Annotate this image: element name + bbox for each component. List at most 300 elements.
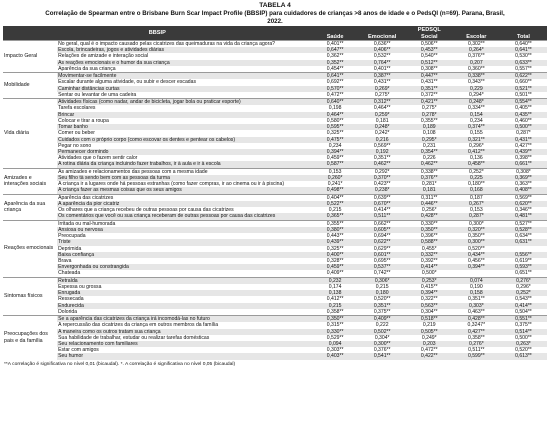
correlation-cell: 0,694** <box>373 233 391 240</box>
correlation-cell: 0,640** <box>312 99 359 106</box>
correlation-cell: 0,500** <box>515 334 532 341</box>
correlation-cell: 0,074 <box>453 277 500 284</box>
item-label: Irritada ou mal-humorada <box>57 220 311 227</box>
correlation-cell: 0,374** <box>453 124 500 130</box>
correlation-cell: 0,502** <box>359 329 406 335</box>
correlation-cell: 0,294* <box>468 91 484 98</box>
correlation-cell: 0,334** <box>467 105 485 112</box>
correlation-cell: 0,108 <box>422 130 436 137</box>
correlation-cell: 0,248* <box>453 99 500 106</box>
correlation-cell: 0,225 <box>453 175 500 181</box>
table-row <box>3 99 547 106</box>
item-label: Escola, brincadeiras, jogos e atividades diárias <box>57 47 311 53</box>
correlation-cell: 0,296* <box>516 283 531 290</box>
correlation-cell: 0,343** <box>467 79 485 86</box>
correlation-cell: 0,605** <box>359 227 406 233</box>
correlation-cell: 0,428** <box>406 213 453 220</box>
item-label: Estar com amigos <box>58 347 99 354</box>
table-row <box>3 194 547 201</box>
col-header-escolar: Escolar <box>453 33 500 41</box>
correlation-cell: 0,192 <box>359 149 406 155</box>
correlation-cell: 0,504** <box>515 308 532 315</box>
correlation-cell: 0,622** <box>359 239 406 245</box>
table-title <box>0 0 550 26</box>
item-label: Enrugada <box>57 290 311 296</box>
table-row <box>3 316 547 323</box>
correlation-cell: 0,439** <box>312 239 359 245</box>
correlation-cell: 0,350** <box>312 316 359 323</box>
correlation-cell: 0,203 <box>406 341 453 347</box>
table-body <box>3 41 547 360</box>
correlation-cell: 0,459** <box>312 264 359 270</box>
correlation-cell: 0,412** <box>453 149 500 155</box>
correlation-cell: 0,511** <box>359 213 406 220</box>
correlation-cell: 0,358** <box>467 334 485 341</box>
correlation-cell: 0,394** <box>406 290 453 296</box>
correlation-cell <box>453 270 500 277</box>
item-label: Deprimida <box>58 245 82 252</box>
correlation-cell: 0,263* <box>500 341 547 347</box>
correlation-cell: 0,619** <box>515 257 532 264</box>
correlation-cell: 0,587** <box>312 161 359 168</box>
domain-label: Impacto Geral <box>3 41 57 73</box>
bbsip-header: BBSIP <box>3 26 312 41</box>
correlation-cell: 0,631** <box>500 239 547 245</box>
item-label: Seu filho tà sendo bem com as pessoas da turma <box>57 175 311 181</box>
item-label: A aparência da pior cicatriz <box>57 201 311 207</box>
correlation-cell: 0,405** <box>515 105 532 112</box>
domain-label: Mobilidade <box>3 73 57 99</box>
correlation-cell: 0,308* <box>500 168 547 175</box>
correlation-cell: 0,472** <box>420 347 438 354</box>
correlation-cell: 0,376** <box>373 347 391 354</box>
correlation-cell: 0,520** <box>373 296 391 303</box>
correlation-cell: 0,292* <box>359 168 406 175</box>
correlation-cell: 0,422** <box>406 353 453 359</box>
correlation-cell: 0,303* <box>453 303 500 309</box>
item-label: A rotina diária da criança incluindo fazer trabalhos, ir à aula e ir à escola <box>57 161 311 168</box>
correlation-cell: 0,260* <box>312 175 359 181</box>
correlation-table <box>3 26 547 360</box>
correlation-cell: 0,267* <box>453 201 500 207</box>
correlation-cell: 0,670** <box>359 201 406 207</box>
correlation-cell: 0,332** <box>406 252 453 258</box>
correlation-cell: 0,464** <box>373 105 391 112</box>
correlation-cell: 0,222 <box>375 322 389 329</box>
correlation-cell: 0,400** <box>312 252 359 258</box>
correlation-cell: 0,338** <box>453 73 500 80</box>
correlation-cell: 0,636** <box>359 41 406 48</box>
table-caption-year: 2022. <box>267 18 283 25</box>
correlation-cell: 0,634** <box>515 233 532 240</box>
correlation-cell: 0,306* <box>359 277 406 284</box>
correlation-cell: 0,453** <box>406 47 453 53</box>
correlation-cell: 0,304** <box>420 308 438 315</box>
item-label: Chateada <box>58 270 81 277</box>
correlation-cell: 0,248* <box>359 124 406 130</box>
correlation-cell: 0,276* <box>453 341 500 347</box>
item-label: Baixa confiança <box>57 252 311 258</box>
correlation-cell: 0,138 <box>312 290 359 296</box>
correlation-cell: 0,311** <box>406 194 453 201</box>
correlation-cell: 0,439** <box>500 149 547 155</box>
correlation-cell: 0,362** <box>326 53 344 60</box>
item-label: Atividades físicas (como nadar, andar de bicicleta, jogar bola ou praticar esporte) <box>57 99 311 106</box>
correlation-cell: 0,215 <box>375 283 389 290</box>
correlation-cell: 0,404** <box>312 194 359 201</box>
correlation-cell: 0,408** <box>500 187 547 194</box>
item-label: Se a aparência das cicatrizes da criança irá incomodá-las no futuro <box>57 316 311 323</box>
correlation-cell: 0,321** <box>453 137 500 143</box>
correlation-cell: 0,462** <box>406 161 453 168</box>
correlation-cell: 0,431** <box>500 137 547 143</box>
correlation-cell: 0,180** <box>467 181 485 188</box>
item-label: Relações de amizade e interação social <box>58 53 149 60</box>
correlation-cell: 0,556** <box>500 252 547 258</box>
correlation-cell: 0,511** <box>468 347 485 354</box>
item-label: Escalar durante alguma atividade, ou subir e descer escadas <box>58 79 196 86</box>
table-caption: Correlação de Spearman entre o Brisbane Burn Scar Impact Profile (BBSIP) para cuidadores de crianças >8 anos de idade e o PedsQl (n=69). Parana, Brasil, <box>45 10 505 17</box>
correlation-cell: 0,320** <box>453 227 500 233</box>
correlation-cell: 0,512** <box>406 60 453 66</box>
item-label: Sentar ou levantar de uma cadeira <box>58 91 137 98</box>
correlation-cell: 0,153 <box>469 207 483 214</box>
correlation-cell: 0,328** <box>326 257 344 264</box>
correlation-cell: 0,300** <box>453 239 500 245</box>
item-label: A criança ir a lugares onde há pessoas estranhas (como fazer compras, ir ao cinema ou ir à piscina) <box>58 181 285 188</box>
correlation-cell: 0,501** <box>515 91 532 98</box>
correlation-cell: 0,427** <box>453 329 500 335</box>
correlation-cell: 0,563** <box>406 303 453 309</box>
correlation-cell: 0,346** <box>515 207 532 214</box>
correlation-cell: 0,551** <box>500 316 547 323</box>
correlation-cell: 0,094 <box>312 341 359 347</box>
correlation-cell: 0,530** <box>515 53 532 60</box>
correlation-cell: 0,303** <box>326 347 344 354</box>
correlation-cell: 0,647** <box>312 47 359 53</box>
correlation-cell: 0,569** <box>500 194 547 201</box>
correlation-cell: 0,168 <box>453 187 500 194</box>
correlation-cell: 0,229 <box>453 86 500 92</box>
correlation-cell: 0,651** <box>515 270 532 277</box>
item-label: Seu relacionamento com familiares <box>57 341 311 347</box>
correlation-cell: 0,180 <box>359 290 406 296</box>
correlation-cell: 0,639** <box>359 194 406 201</box>
correlation-cell: 0,500* <box>421 270 437 277</box>
correlation-cell: 0,392** <box>420 257 438 264</box>
correlation-cell: 0,742** <box>373 270 391 277</box>
correlation-cell: 0,435** <box>500 112 547 118</box>
correlation-cell: 0,360** <box>467 65 485 72</box>
correlation-cell: 0,198 <box>328 105 342 112</box>
correlation-cell: 0,695** <box>373 257 391 264</box>
table-row <box>3 220 547 227</box>
correlation-cell: 0,338** <box>406 168 453 175</box>
correlation-cell: 0,593** <box>500 264 547 270</box>
correlation-cell: 0,226 <box>422 155 436 162</box>
correlation-cell: 0,414** <box>500 303 547 309</box>
correlation-cell: 0,219 <box>422 322 436 329</box>
item-label: Atividades que o fazem sentir calor <box>58 155 138 162</box>
correlation-cell: 0,264* <box>453 47 500 53</box>
table-row <box>3 73 547 80</box>
correlation-cell: 0,369** <box>500 175 547 181</box>
correlation-cell: 0,155 <box>469 130 483 137</box>
correlation-cell: 0,431** <box>420 79 438 86</box>
col-header-social: Social <box>406 33 453 41</box>
correlation-cell: 0,376** <box>406 175 453 181</box>
correlation-cell: 0,153 <box>312 168 359 175</box>
item-label: Triste <box>57 239 311 245</box>
correlation-cell: 0,190 <box>469 283 483 290</box>
item-label: Espessa ou grossa <box>58 283 102 290</box>
correlation-cell: 0,520** <box>515 347 532 354</box>
col-header-total: Total <box>500 33 547 41</box>
correlation-cell: 0,459** <box>326 155 344 162</box>
correlation-cell: 0,322** <box>420 296 438 303</box>
correlation-cell: 0,446** <box>406 201 453 207</box>
item-label: A repercussão das cicatrizes da criança em outros membros da família <box>58 322 219 329</box>
item-label: Pegar no sono <box>58 142 92 149</box>
item-label: Ressecada <box>58 296 84 303</box>
correlation-cell: 0,375** <box>373 308 391 315</box>
correlation-cell: 0,620** <box>500 201 547 207</box>
col-header-emocional: Emocional <box>359 33 406 41</box>
correlation-cell: 0,527** <box>500 220 547 227</box>
correlation-cell: 0,376** <box>467 53 485 60</box>
item-label: Movimentar-se facilmente <box>57 73 311 80</box>
correlation-cell: 0,350** <box>406 227 453 233</box>
correlation-cell: 0,375** <box>515 322 532 329</box>
correlation-cell: 0,278* <box>406 112 453 118</box>
item-label: Tarefa escolares <box>58 105 96 112</box>
correlation-cell: 0,252* <box>500 290 547 296</box>
correlation-cell: 0,660** <box>515 79 532 86</box>
correlation-cell: 0,3247* <box>467 322 486 329</box>
correlation-cell: 0,427** <box>515 142 532 149</box>
table-row <box>3 168 547 175</box>
correlation-cell: 0,428** <box>453 316 500 323</box>
correlation-cell: 0,358** <box>326 308 344 315</box>
correlation-cell: 0,275* <box>374 91 390 98</box>
correlation-cell: 0,269* <box>359 86 406 92</box>
correlation-cell: 0,514** <box>500 329 547 335</box>
table-row <box>3 187 547 194</box>
correlation-cell: 0,455* <box>421 245 437 252</box>
correlation-cell: 0,256* <box>421 207 437 214</box>
correlation-cell: 0,528** <box>500 227 547 233</box>
correlation-cell: 0,554** <box>500 99 547 106</box>
domain-label: Amizades e interações sociais <box>3 168 57 194</box>
correlation-cell: 0,325** <box>326 130 344 137</box>
item-label: Endurecida <box>57 303 311 309</box>
correlation-cell: 0,355** <box>312 220 359 227</box>
correlation-cell: 0,401** <box>312 41 359 48</box>
correlation-cell: 0,355** <box>420 117 438 124</box>
correlation-cell: 0,569** <box>373 142 391 149</box>
correlation-cell: 0,276* <box>500 277 547 284</box>
correlation-cell: 0,662** <box>359 220 406 227</box>
correlation-cell: 0,363** <box>515 181 532 188</box>
correlation-cell: 0,447** <box>406 73 453 80</box>
correlation-cell: 0,365** <box>312 213 359 220</box>
correlation-cell: 0,215 <box>312 303 359 309</box>
correlation-cell: 0,406** <box>359 47 406 53</box>
item-label: Comer ou beber <box>58 130 95 137</box>
correlation-cell: 0,421** <box>406 99 453 106</box>
correlation-cell: 0,136 <box>469 155 483 162</box>
correlation-cell: 0,481** <box>500 213 547 220</box>
item-label: Brava <box>58 257 72 264</box>
correlation-cell: 0,506** <box>406 41 453 48</box>
correlation-cell: 0,401** <box>373 65 391 72</box>
correlation-cell: 0,692** <box>326 79 344 86</box>
correlation-cell: 0,599** <box>453 353 500 359</box>
correlation-cell: 0,464** <box>312 112 359 118</box>
correlation-cell: 0,613** <box>500 353 547 359</box>
correlation-cell: 0,403** <box>312 353 359 359</box>
correlation-cell: 0,252* <box>453 168 500 175</box>
item-label: Caminhar distâncias curtas <box>57 86 311 92</box>
correlation-cell: 0,325** <box>326 245 344 252</box>
item-label: No geral, qual é o impacto causado pelas cicatrizes das queimaduras na vida da criança agora? <box>57 41 311 48</box>
correlation-cell: 0,259* <box>359 112 406 118</box>
item-label: Aparência das cicatrizes <box>57 194 311 201</box>
correlation-cell: 0,300** <box>359 341 406 347</box>
correlation-cell: 0,380** <box>312 227 359 233</box>
correlation-cell: 0,543** <box>515 296 532 303</box>
correlation-cell: 0,633** <box>500 60 547 66</box>
correlation-cell: 0,275* <box>421 105 437 112</box>
domain-label: Preocupações dos pais e da família <box>3 316 57 360</box>
correlation-cell: 0,287* <box>516 130 531 137</box>
correlation-cell: 0,415** <box>420 283 438 290</box>
correlation-cell: 0,232 <box>312 277 359 284</box>
correlation-cell: 0,181 <box>406 187 453 194</box>
col-header-saude: Saúde <box>312 33 359 41</box>
item-label: Retraída <box>57 277 311 284</box>
correlation-cell: 0,242* <box>374 130 390 137</box>
table-row <box>3 353 547 359</box>
correlation-cell: 0,412** <box>326 296 344 303</box>
correlation-cell: 0,281* <box>421 181 437 188</box>
correlation-cell: 0,181 <box>375 117 389 124</box>
table-row <box>3 66 547 73</box>
domain-label: Sintomas físicos <box>3 277 57 315</box>
correlation-cell: 0,215 <box>328 207 342 214</box>
domain-label: Vida diária <box>3 99 57 169</box>
item-label: Permanecer dormindo <box>57 149 311 155</box>
correlation-cell: 0,462** <box>359 161 406 168</box>
correlation-cell: 0,308** <box>420 65 438 72</box>
correlation-cell: 0,472** <box>326 91 344 98</box>
correlation-cell: 0,622** <box>500 73 547 80</box>
correlation-cell: 0,287* <box>453 213 500 220</box>
correlation-cell: 0,189 <box>406 124 453 130</box>
correlation-cell: 0,601** <box>359 252 406 258</box>
footnote: **A correlação é significativa no nível 0,01 (bicaudal). *. A correlação é significativa no nível 0,05 (bicaudal) <box>4 361 236 367</box>
correlation-cell: 0,187 <box>453 194 500 201</box>
correlation-cell: 0,249* <box>421 334 437 341</box>
table-row <box>3 161 547 168</box>
correlation-cell: 0,500** <box>500 124 547 130</box>
correlation-cell: 0,570** <box>312 86 359 92</box>
correlation-cell: 0,460** <box>515 117 532 124</box>
correlation-cell: 0,387** <box>359 73 406 80</box>
table-row <box>3 213 547 220</box>
correlation-cell: 0,394** <box>312 149 359 155</box>
correlation-cell: 0,640** <box>500 41 547 48</box>
correlation-cell: 0,629** <box>373 245 391 252</box>
table-row <box>3 92 547 99</box>
item-label: Preocupada <box>58 233 86 240</box>
domain-label: Aparência da sua criança <box>3 194 57 220</box>
table-row <box>3 41 547 48</box>
correlation-cell: 0,641** <box>312 73 359 80</box>
correlation-cell: 0,330** <box>406 220 453 227</box>
correlation-cell: 0,351** <box>467 296 485 303</box>
item-label: Brincar <box>57 112 311 118</box>
correlation-cell: 0,396** <box>420 233 438 240</box>
correlation-cell: 0,529** <box>326 334 344 341</box>
correlation-cell: 0,241* <box>327 181 343 188</box>
correlation-cell: 0,312** <box>359 99 406 106</box>
table-row <box>3 270 547 277</box>
correlation-cell: 0,595** <box>312 124 359 130</box>
item-label: As amizades e relacionamentos das pessoas com a mesma idade <box>57 168 311 175</box>
correlation-cell: 0,443** <box>326 233 344 240</box>
correlation-cell: 0,174 <box>328 283 342 290</box>
correlation-cell: 0,588** <box>406 239 453 245</box>
correlation-cell: 0,304* <box>374 334 390 341</box>
item-label: Tomar banho <box>57 124 311 130</box>
item-label: Os comentários que você ou sua criança receberam de outras pessoas por causa das cicatrizes <box>57 213 311 220</box>
item-label: Dolorida <box>58 308 78 315</box>
correlation-cell: 0,434** <box>453 252 500 258</box>
correlation-cell: 0,540** <box>420 53 438 60</box>
correlation-cell: 0,414** <box>373 207 391 214</box>
correlation-cell: 0,520** <box>467 245 485 252</box>
correlation-cell: 0,354** <box>406 149 453 155</box>
correlation-cell: 0,370** <box>359 175 406 181</box>
correlation-cell: 0,431** <box>373 79 391 86</box>
correlation-cell: 0,351** <box>373 155 391 162</box>
item-label: As reações emocionais e o humor da sua criança <box>57 60 311 66</box>
correlation-cell: 0,456** <box>467 257 485 264</box>
correlation-cell: 0,350** <box>467 233 485 240</box>
correlation-cell: 0,498** <box>312 187 359 194</box>
correlation-cell: 0,764** <box>359 60 406 66</box>
correlation-cell: 0,521** <box>500 86 547 92</box>
correlation-cell: 0,238* <box>359 187 406 194</box>
correlation-cell: 0,557** <box>515 65 532 72</box>
item-label: A maneira como os outros tratam sua criança <box>57 329 311 335</box>
correlation-cell: 0,234 <box>328 142 342 149</box>
correlation-cell: 0,522** <box>312 201 359 207</box>
correlation-cell: 0,423** <box>373 181 391 188</box>
correlation-cell: 0,409** <box>326 270 344 277</box>
pedsql-header: PEDSQL <box>312 26 547 33</box>
correlation-cell: 0,216 <box>359 137 406 143</box>
correlation-cell: 0,463** <box>467 308 485 315</box>
correlation-cell: 0,330** <box>312 329 359 335</box>
correlation-cell: 0,296* <box>468 142 484 149</box>
correlation-cell: 0,372** <box>420 91 438 98</box>
item-label: Envergonhada ou constrangida <box>57 264 311 270</box>
domain-label: Reações emocionais <box>3 220 57 277</box>
table-row <box>3 277 547 284</box>
correlation-cell: 0,475** <box>312 137 359 143</box>
